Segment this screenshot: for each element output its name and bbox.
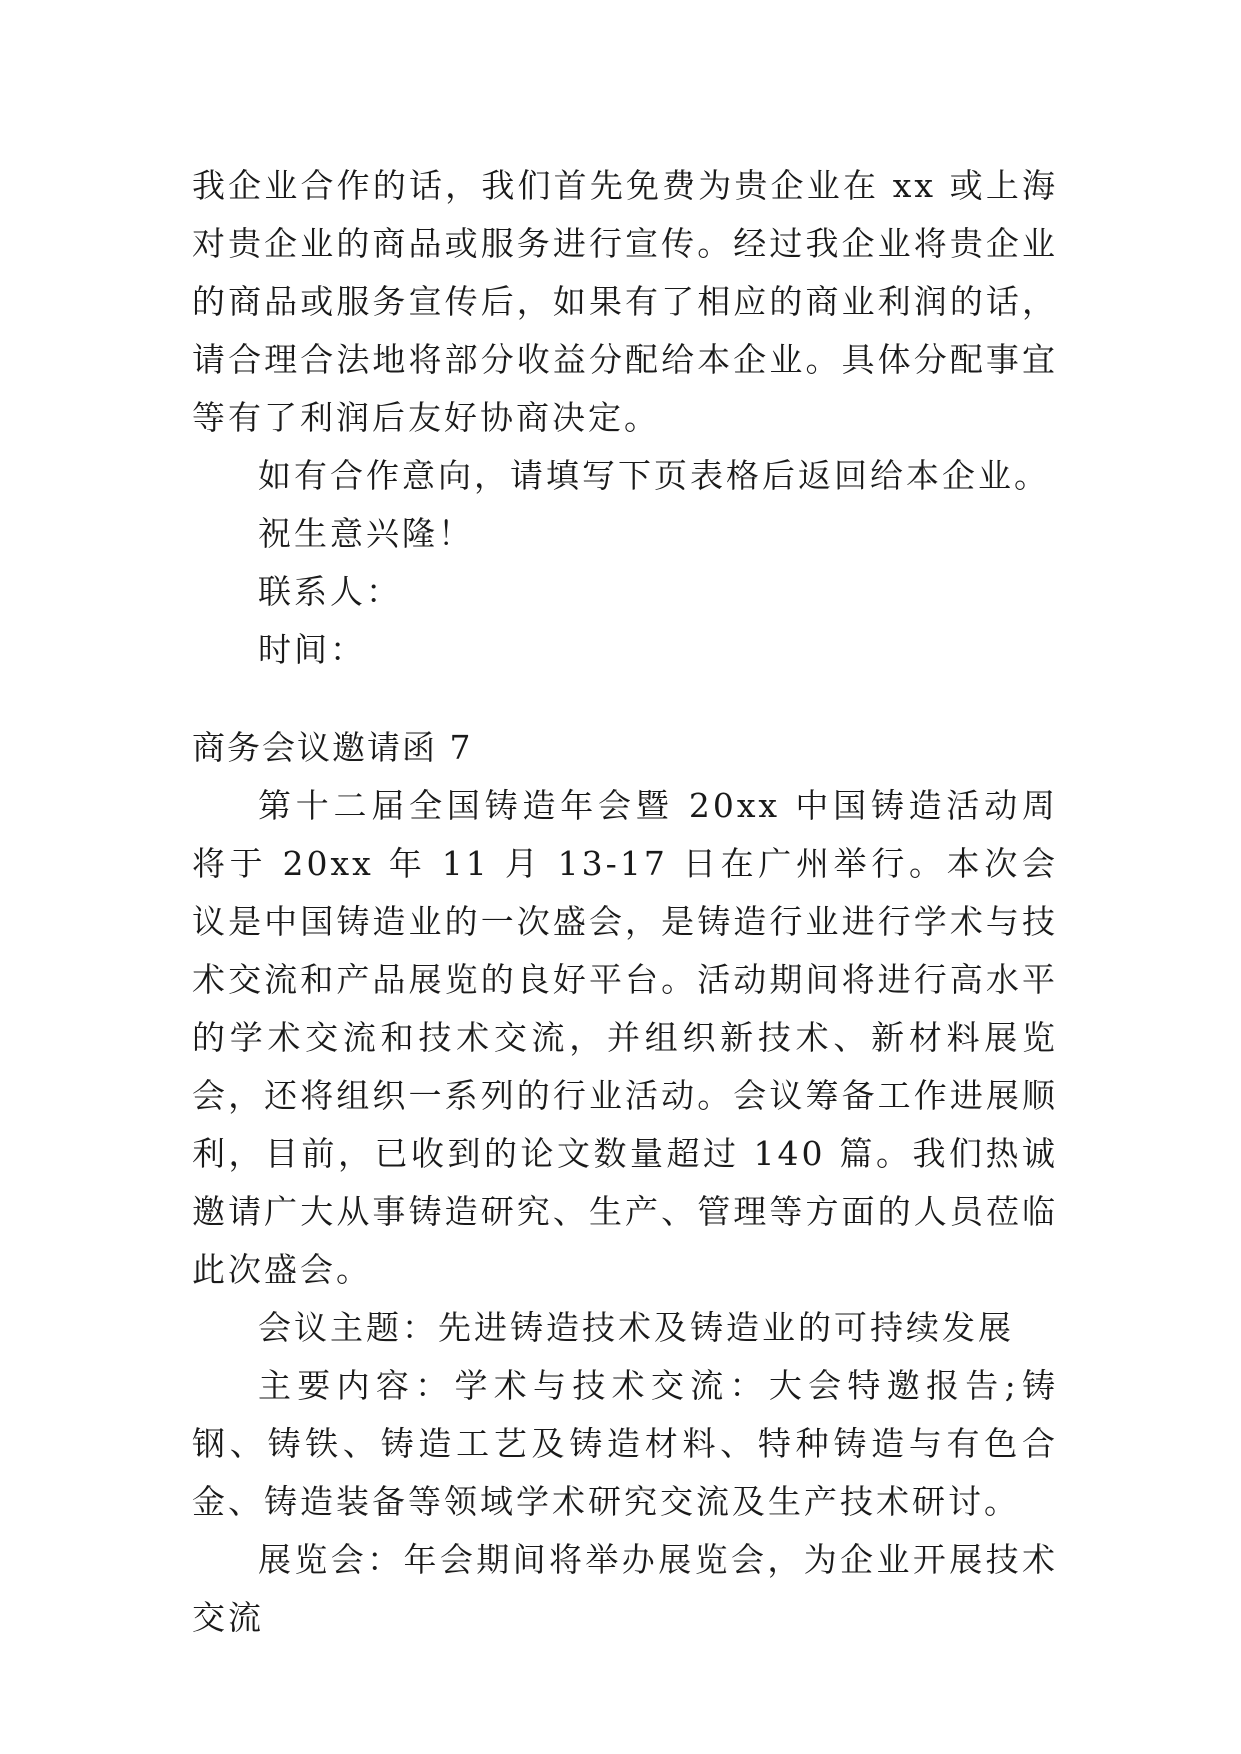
contact-person-label: 联系人： [258,572,402,611]
time-label: 时间： [258,630,366,669]
exhibition-paragraph: 展览会：年会期间将举办展览会，为企业开展技术交流 [192,1540,1058,1637]
continued-letter-section [192,157,1058,679]
body-paragraph: 如有合作意向，请填写下页表格后返回给本企业。 [258,456,1050,495]
body-paragraph: 第十二届全国铸造年会暨 20xx 中国铸造活动周将于 20xx 年 11 月 13-17 日在广州举行。本次会议是中国铸造业的一次盛会，是铸造行业进行学术与技术交流和产品展览的良好平台。活动期间将进行高水平的学术交流和技术交流，并组织新技术、新材料展览会，还将组织一系列的行业活动。会议筹备工作进展顺利，目前，已收到的论文数量超过 140 篇。我们热诚邀请广大从事铸造研究、生产、管理等方面的人员莅临此次盛会。 [192,786,1058,1289]
meeting-theme: 会议主题：先进铸造技术及铸造业的可持续发展 [258,1308,1014,1347]
closing-greeting: 祝生意兴隆！ [258,514,474,553]
body-paragraph: 我企业合作的话，我们首先免费为贵企业在 xx 或上海对贵企业的商品或服务进行宣传。经过我企业将贵企业的商品或服务宣传后，如果有了相应的商业利润的话，请合理合法地将部分收益分配给本企业。具体分配事宜等有了利润后友好协商决定。 [192,166,1058,437]
section-heading: 商务会议邀请函 7 [192,728,473,767]
invitation-section-7 [192,719,1058,1647]
main-content: 主要内容：学术与技术交流：大会特邀报告;铸钢、铸铁、铸造工艺及铸造材料、特种铸造与有色合金、铸造装备等领域学术研究交流及生产技术研讨。 [192,1366,1058,1521]
